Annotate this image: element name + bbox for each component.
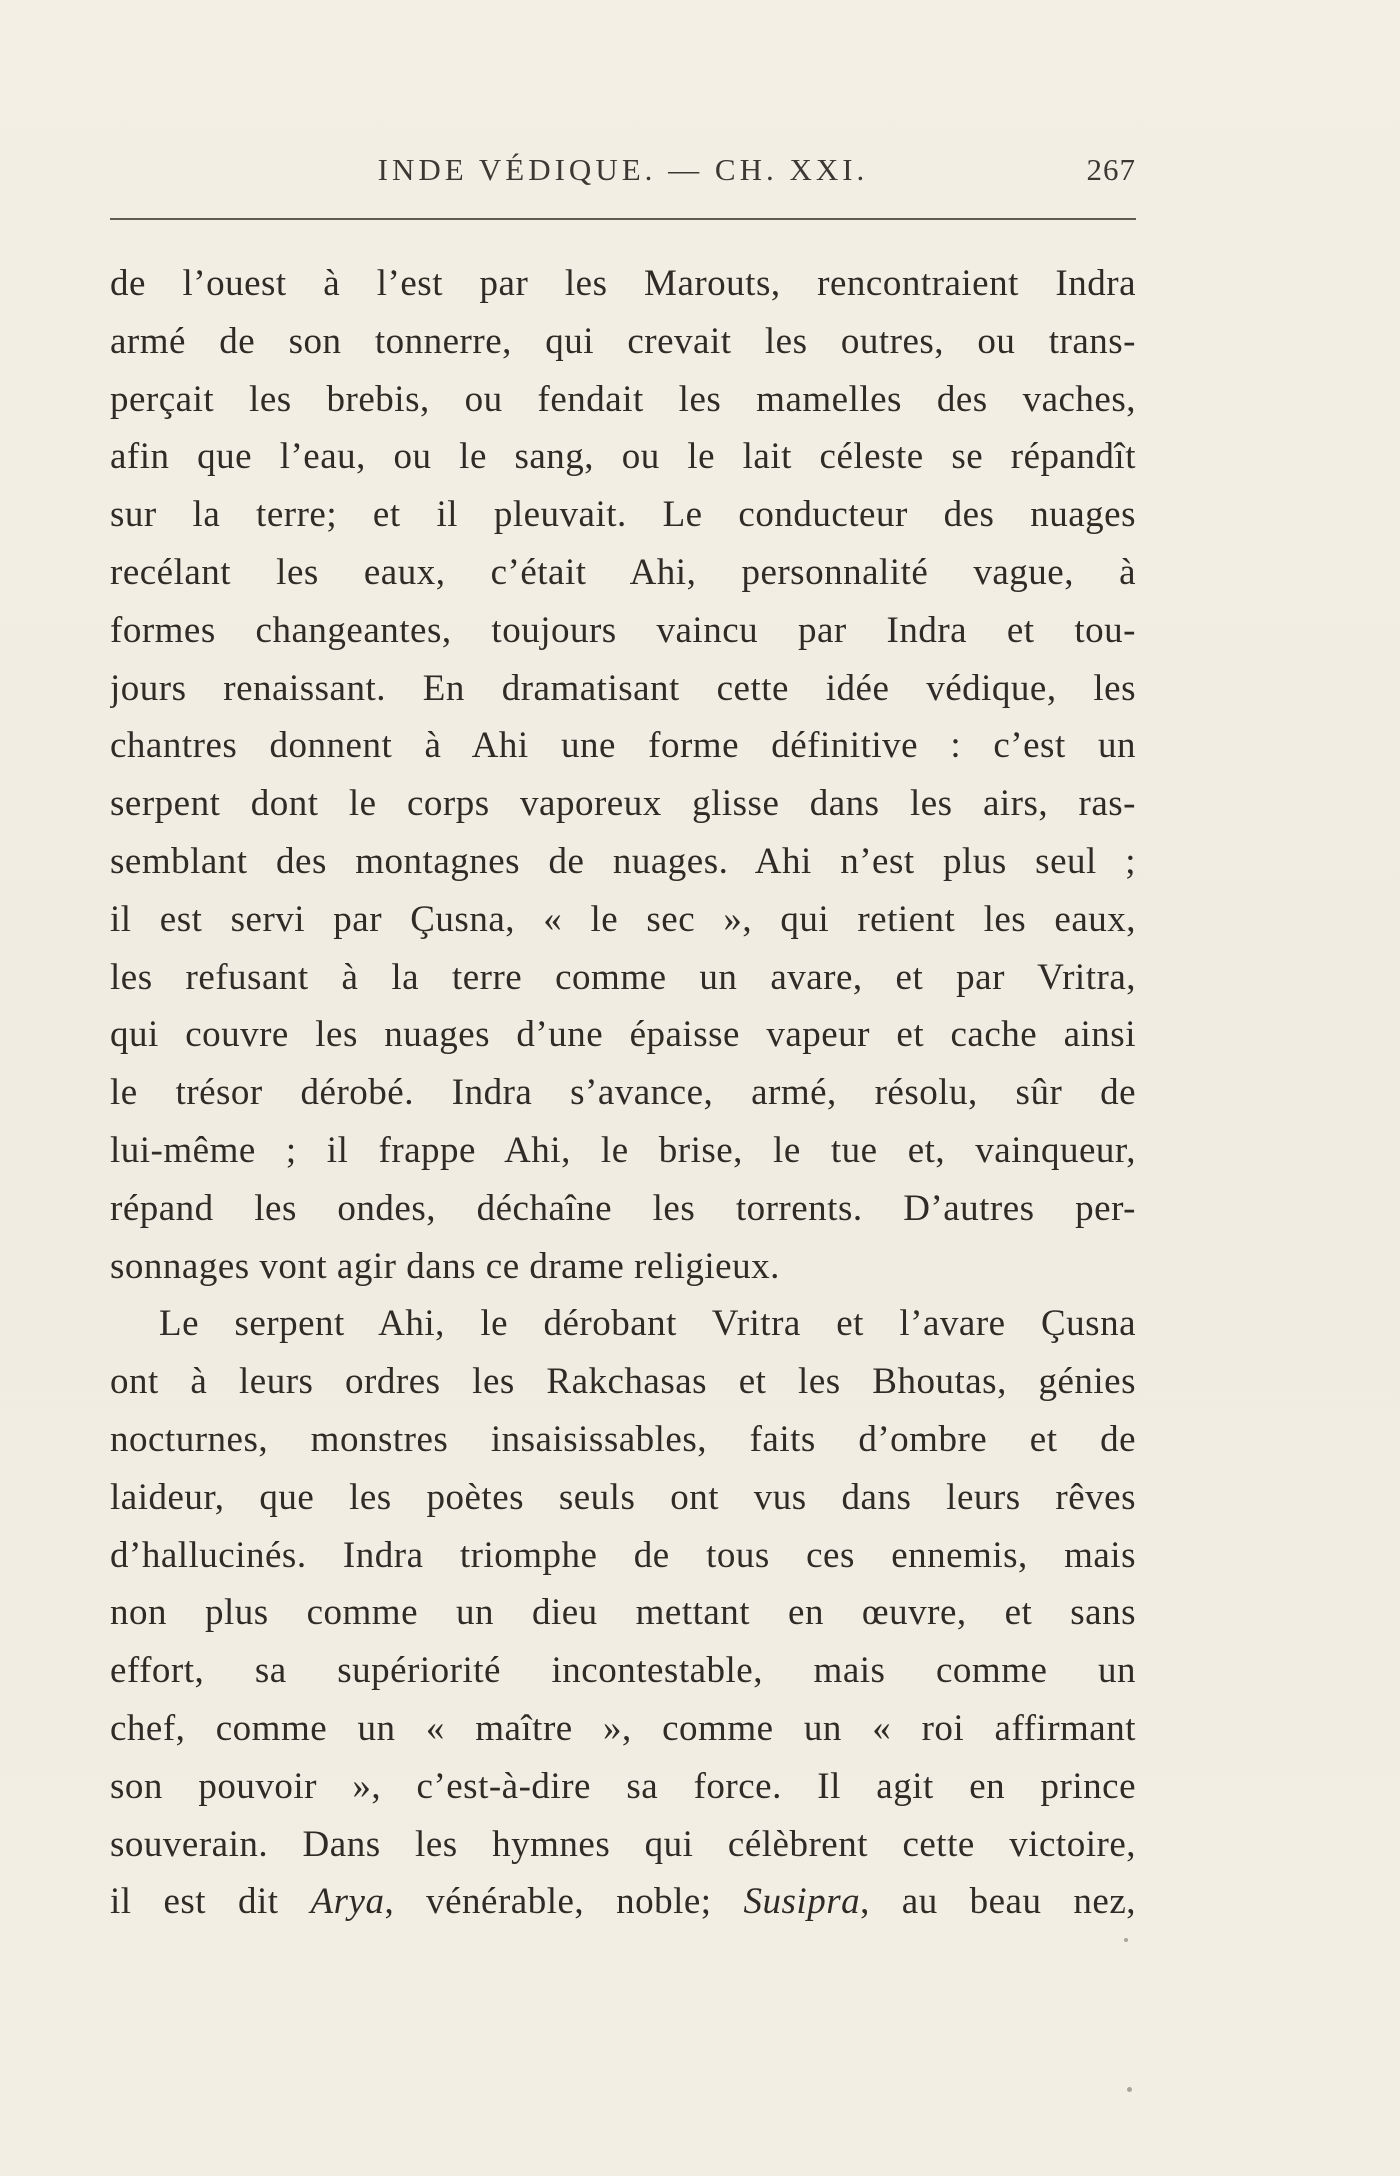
text-line: il est servi par Çusna, « le sec », qui retient les eaux, (110, 898, 1136, 940)
body-text (110, 255, 1136, 1931)
running-head: INDE VÉDIQUE. — CH. XXI. (377, 152, 869, 187)
text-line: de l’ouest à l’est par les Marouts, rencontraient Indra (110, 263, 1136, 304)
text-line: nocturnes, monstres insaisissables, faits d’ombre et de (110, 1418, 1136, 1460)
text-line: son pouvoir », c’est-à-dire sa force. Il agit en prince (110, 1765, 1136, 1807)
text-line: jours renaissant. En dramatisant cette idée védique, les (110, 667, 1136, 709)
text-line: lui-même ; il frappe Ahi, le brise, le tue et, vainqueur, (110, 1129, 1136, 1171)
text-line: perçait les brebis, ou fendait les mamelles des vaches, (110, 378, 1136, 420)
text-line: d’hallucinés. Indra triomphe de tous ces ennemis, mais (110, 1534, 1136, 1576)
text-line: non plus comme un dieu mettant en œuvre, et sans (110, 1592, 1136, 1634)
page-header (110, 152, 1136, 196)
text-line: semblant des montagnes de nuages. Ahi n’est plus seul ; (110, 840, 1136, 882)
last-text-line (110, 1873, 1136, 1931)
text-line: effort, sa supériorité incontestable, mais comme un (110, 1650, 1136, 1692)
last-line-part: , vénérable, noble; (384, 1881, 744, 1923)
italic-term-susipra: Susipra (743, 1881, 861, 1923)
text-line: les refusant à la terre comme un avare, et par Vritra, (110, 956, 1136, 998)
text-line: ont à leurs ordres les Rakchasas et les Bhoutas, génies (110, 1361, 1136, 1403)
paragraph-end-line: sonnages vont agir dans ce drame religieux. (110, 1245, 780, 1287)
page-number: 267 (1086, 152, 1136, 187)
text-line: sur la terre; et il pleuvait. Le conducteur des nuages (110, 494, 1136, 536)
text-line: répand les ondes, déchaîne les torrents. D’autres per- (110, 1187, 1136, 1229)
text-line: chef, comme un « maître », comme un « roi affirmant (110, 1707, 1136, 1749)
italic-term-arya: Arya (310, 1881, 385, 1923)
paragraph-start-line: Le serpent Ahi, le dérobant Vritra et l’avare Çusna (159, 1303, 1136, 1345)
header-rule (110, 218, 1136, 220)
text-line: armé de son tonnerre, qui crevait les outres, ou trans- (110, 320, 1136, 362)
text-line: serpent dont le corps vaporeux glisse dans les airs, ras- (110, 783, 1136, 825)
text-line: le trésor dérobé. Indra s’avance, armé, résolu, sûr de (110, 1072, 1136, 1114)
last-line-part: il est dit (110, 1881, 311, 1923)
text-line: formes changeantes, toujours vaincu par Indra et tou- (110, 609, 1136, 651)
paper-speck (1124, 1938, 1128, 1942)
last-line-part: , au beau nez, (860, 1881, 1136, 1923)
text-line: afin que l’eau, ou le sang, ou le lait céleste se répandît (110, 436, 1136, 478)
text-line: laideur, que les poètes seuls ont vus dans leurs rêves (110, 1476, 1136, 1518)
text-line: qui couvre les nuages d’une épaisse vapeur et cache ainsi (110, 1014, 1136, 1056)
text-line: souverain. Dans les hymnes qui célèbrent cette victoire, (110, 1823, 1136, 1865)
paper-speck (1127, 2087, 1132, 2092)
text-line: recélant les eaux, c’était Ahi, personnalité vague, à (110, 551, 1136, 593)
text-line: chantres donnent à Ahi une forme définitive : c’est un (110, 725, 1136, 767)
